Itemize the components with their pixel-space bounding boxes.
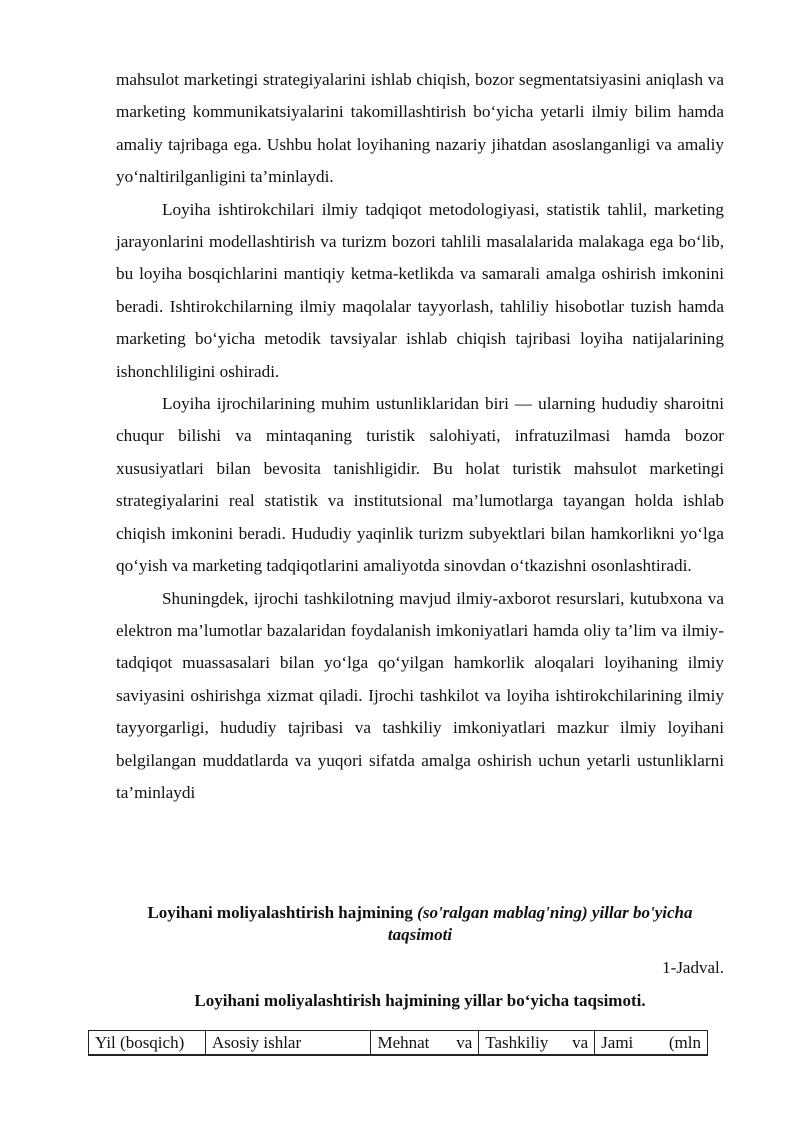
table-header-cell: Yil (bosqich) [89,1031,206,1056]
section-heading-italic: (so'ralgan mablag'ning) yillar bo'yicha taqsimoti [387,903,693,944]
paragraph: mahsulot marketingi strategiyalarini ishlab chiqish, bozor segmentatsiyasini aniqlash va marketing kommunikatsiyalarini takomillashtirish bo‘yicha yetarli ilmiy bilim hamda amaliy tajribaga ega. Ushbu holat loyihaning nazariy jihatdan asoslanganligi va amaliy yo‘naltirilganligini ta’minlaydi. [116,70,724,187]
paragraph: Loyiha ishtirokchilari ilmiy tadqiqot metodologiyasi, statistik tahlil, marketing jarayonlarini modellashtirish va turizm bozori tahlili masalalarida malakaga ega bo‘lib, bu loyiha bosqichlarini mantiqiy ketma-ketlikda va samarali amalga oshirish imkonini beradi. Ishtirokchilarning ilmiy maqolalar tayyorlash, tahliliy hisobotlar tuzish hamda marketing bo‘yicha metodik tavsiyalar ishlab chiqish tajribasi loyiha natijalarining ishonchliligini oshiradi. [116,199,724,381]
paragraph: Shuningdek, ijrochi tashkilotning mavjud ilmiy-axborot resurslari, kutubxona va elektron ma’lumotlar bazalaridan foydalanish imkoniyatlari hamda oliy ta’lim va ilmiy-tadqiqot muassasalari bilan yo‘lga qo‘yilgan hamkorlik aloqalari loyihaning ilmiy saviyasini oshirishga xizmat qiladi. Ijrochi tashkilot va loyiha ishtirokchilarining ilmiy tayyorgarligi, hududiy tajribasi va tashkiliy imkoniyatlari mazkur ilmiy loyihani belgilangan muddatlarda va yuqori sifatda amalga oshirish uchun yetarli ustunliklarni ta’minlaydi [116,588,724,802]
table-title: Loyihani moliyalashtirish hajmining yillar bo‘yicha taqsimoti. [194,991,646,1010]
document-page [95,64,724,1052]
section-heading-bold: Loyihani moliyalashtirish hajmining [147,903,418,922]
funding-table [88,1030,708,1056]
paragraph: Loyiha ijrochilarining muhim ustunliklaridan biri — ularning hududiy sharoitni chuqur bilishi va mintaqaning turistik salohiyati, infratuzilmasi hamda bozor xususiyatlari bilan bevosita tanishligidir. Bu holat turistik mahsulot marketingi strategiyalarini real statistik va institutsional ma’lumotlarga tayangan holda ishlab chiqish imkonini beradi. Hududiy yaqinlik turizm subyektlari bilan hamkorlikni yo‘lga qo‘yish va marketing tadqiqotlarini amaliyotda sinovdan o‘tkazishni osonlashtiradi. [116,394,724,576]
section-heading [116,902,724,946]
table-number: 1-Jadval. [662,958,724,977]
table-header-cell: Mehnat va [371,1031,479,1056]
table-header-cell: Jami (mln [595,1031,708,1056]
table-header-cell: Asosiy ishlar [205,1031,371,1056]
table-header-cell: Tashkiliy va [479,1031,595,1056]
table-header-row [89,1031,708,1056]
body-text [116,64,724,809]
